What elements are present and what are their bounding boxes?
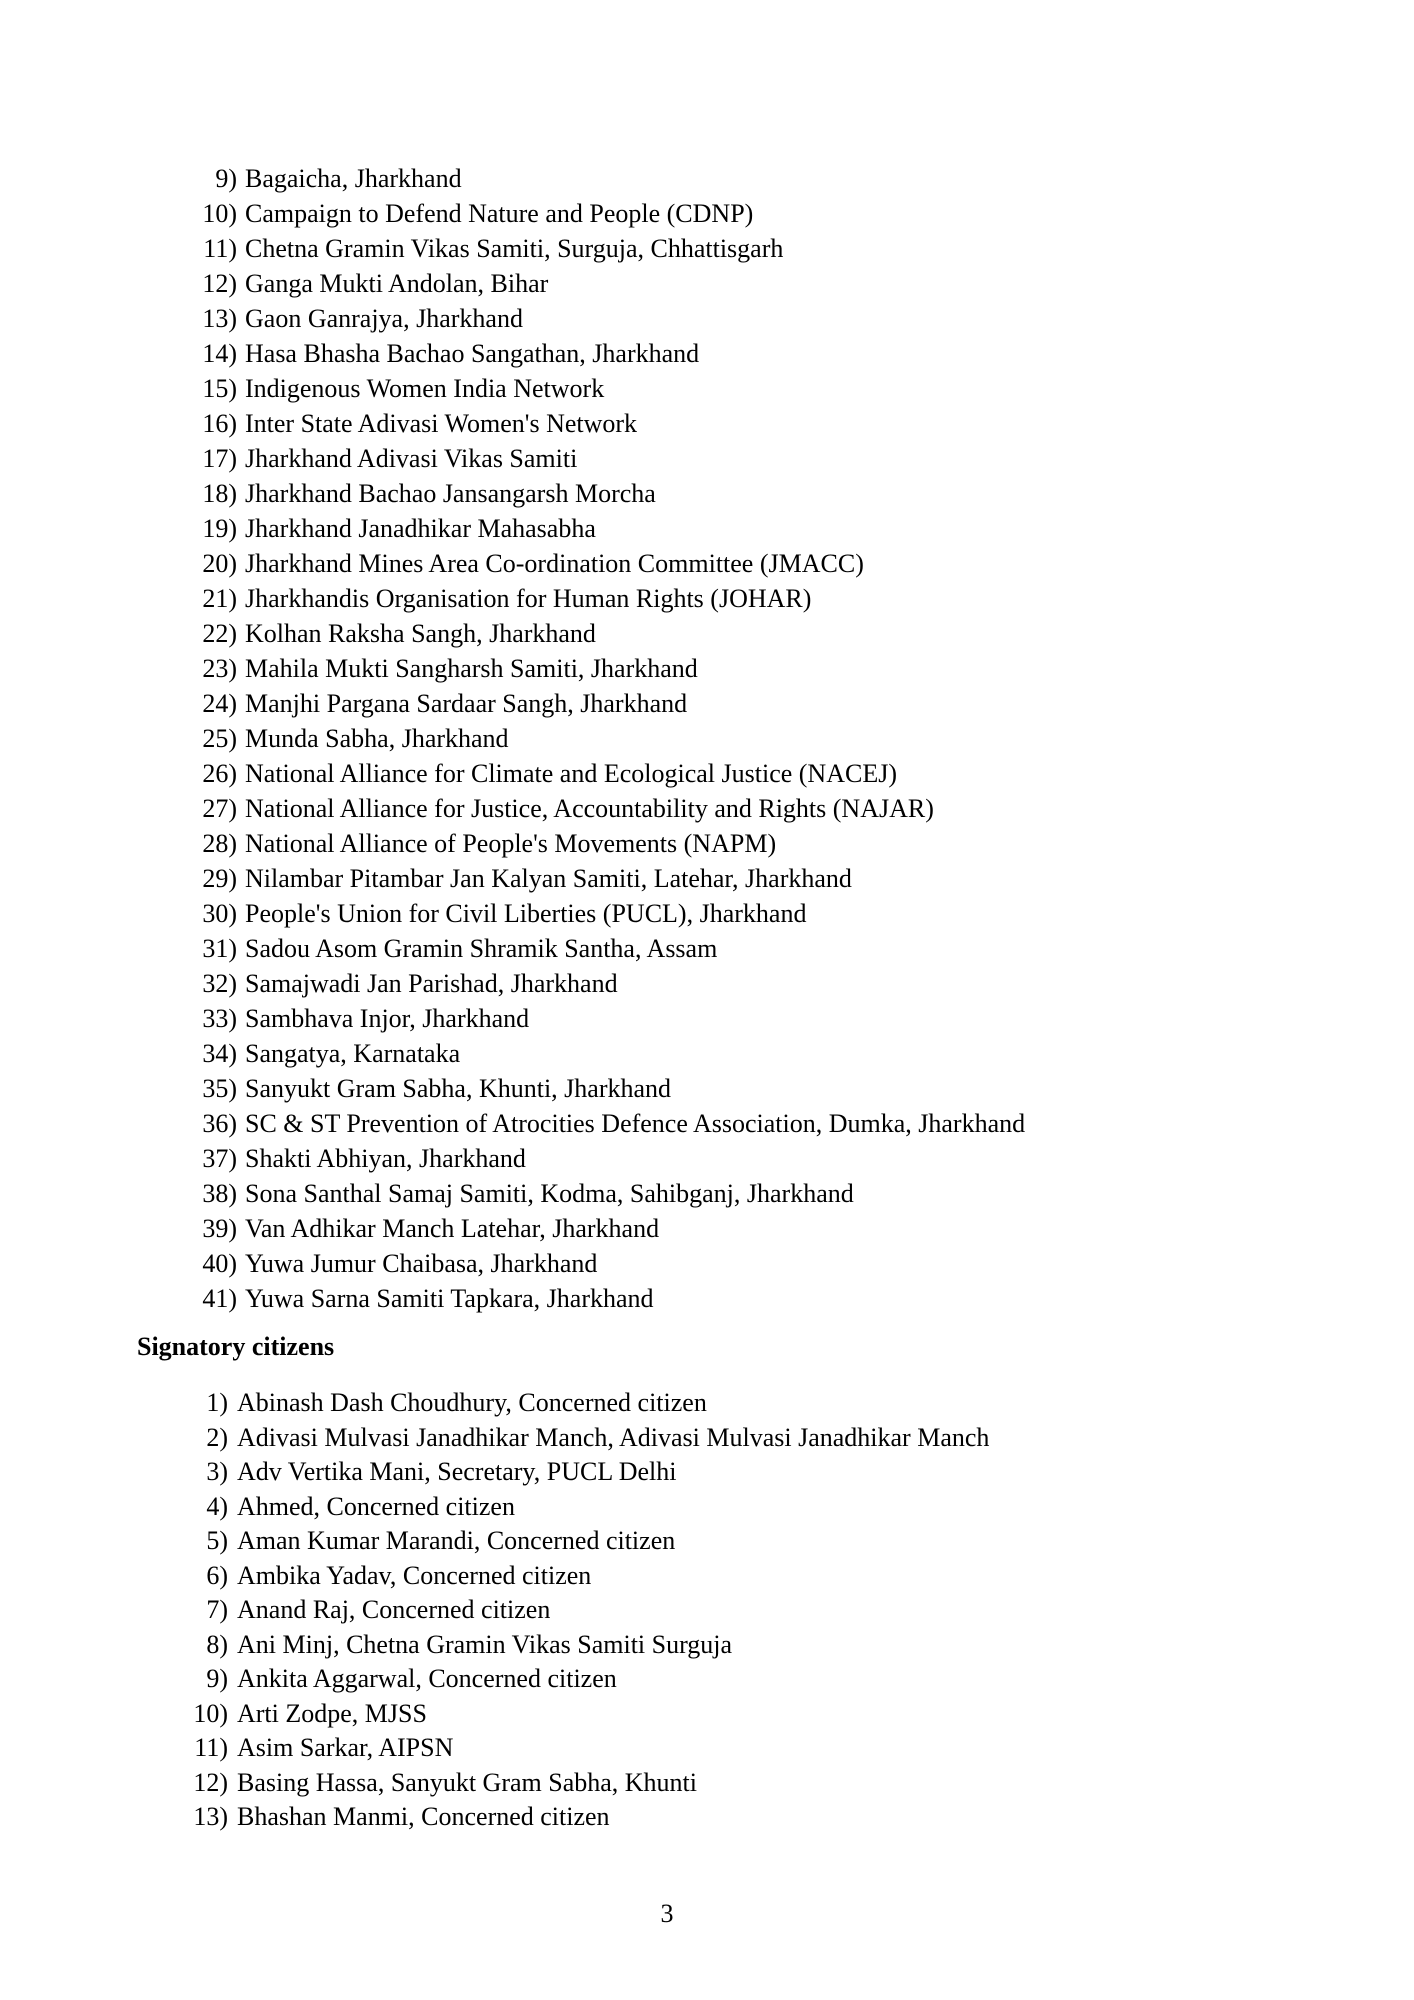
list-item-text: Manjhi Pargana Sardaar Sangh, Jharkhand <box>245 689 688 718</box>
list-item-number: 25) <box>202 724 237 753</box>
list-item-text: Jharkhand Bachao Jansangarsh Morcha <box>245 479 656 508</box>
organization-list-item <box>0 1071 1414 1106</box>
list-item-number: 15) <box>202 374 237 403</box>
list-item-number: 39) <box>202 1214 237 1243</box>
list-item-text: Arti Zodpe, MJSS <box>237 1698 427 1728</box>
list-item-number: 21) <box>202 584 237 613</box>
organization-list-item <box>0 651 1414 686</box>
list-item-number: 13) <box>193 1802 228 1831</box>
organization-list-item <box>0 336 1414 371</box>
organization-list-item <box>0 966 1414 1001</box>
list-item-number: 30) <box>202 899 237 928</box>
citizen-list-item <box>0 1593 1414 1628</box>
list-item-text: Shakti Abhiyan, Jharkhand <box>245 1144 526 1173</box>
list-item-number: 37) <box>202 1144 237 1173</box>
list-item-text: Sanyukt Gram Sabha, Khunti, Jharkhand <box>245 1074 672 1103</box>
organization-list-item <box>0 301 1414 336</box>
list-item-text: National Alliance of People's Movements (NAPM) <box>245 829 777 858</box>
organization-list-item <box>0 406 1414 441</box>
list-item-number: 16) <box>202 409 237 438</box>
list-item-text: Jharkhand Mines Area Co-ordination Committee (JMACC) <box>245 549 864 578</box>
citizen-list-item <box>0 1386 1414 1421</box>
list-item-number: 33) <box>202 1004 237 1033</box>
organization-list-item <box>0 826 1414 861</box>
list-item-number: 1) <box>206 1388 228 1417</box>
list-item-number: 41) <box>202 1284 237 1313</box>
list-item-text: Anand Raj, Concerned citizen <box>237 1595 551 1624</box>
citizen-list-item <box>0 1766 1414 1801</box>
signatory-citizens-heading: Signatory citizens <box>137 1332 335 1361</box>
list-item-text: Adv Vertika Mani, Secretary, PUCL Delhi <box>237 1457 677 1486</box>
list-item-number: 7) <box>206 1595 228 1624</box>
list-item-text: Ambika Yadav, Concerned citizen <box>237 1560 592 1590</box>
list-item-text: Van Adhikar Manch Latehar, Jharkhand <box>245 1214 660 1243</box>
list-item-text: Basing Hassa, Sanyukt Gram Sabha, Khunti <box>237 1767 698 1797</box>
list-item-text: People's Union for Civil Liberties (PUCL), Jharkhand <box>245 899 807 928</box>
citizen-list-item <box>0 1697 1414 1732</box>
organization-list-item <box>0 686 1414 721</box>
list-item-text: Indigenous Women India Network <box>245 374 605 403</box>
list-item-text: Ganga Mukti Andolan, Bihar <box>245 269 549 298</box>
list-item-text: Mahila Mukti Sangharsh Samiti, Jharkhand <box>245 654 698 683</box>
organization-list-item <box>0 1246 1414 1281</box>
organization-list-item <box>0 1211 1414 1246</box>
list-item-number: 20) <box>202 549 237 578</box>
list-item-text: Samajwadi Jan Parishad, Jharkhand <box>245 969 618 998</box>
list-item-text: Yuwa Jumur Chaibasa, Jharkhand <box>245 1249 598 1278</box>
organization-list-item <box>0 231 1414 266</box>
organization-list-item <box>0 791 1414 826</box>
citizen-list-item <box>0 1421 1414 1456</box>
list-item-text: Ani Minj, Chetna Gramin Vikas Samiti Surguja <box>237 1629 733 1659</box>
list-item-text: Jharkhandis Organisation for Human Rights (JOHAR) <box>245 584 812 613</box>
list-item-text: Sangatya, Karnataka <box>245 1039 461 1068</box>
list-item-number: 8) <box>206 1629 228 1659</box>
organization-list-item <box>0 196 1414 231</box>
citizen-list-item <box>0 1662 1414 1697</box>
list-item-number: 6) <box>206 1560 228 1590</box>
organization-list-item <box>0 616 1414 651</box>
organization-list-item <box>0 1106 1414 1141</box>
list-item-text: SC & ST Prevention of Atrocities Defence Association, Dumka, Jharkhand <box>245 1109 1026 1138</box>
list-item-text: National Alliance for Justice, Accountability and Rights (NAJAR) <box>245 794 934 823</box>
organization-list-item <box>0 476 1414 511</box>
list-item-number: 26) <box>202 759 237 788</box>
list-item-text: Nilambar Pitambar Jan Kalyan Samiti, Latehar, Jharkhand <box>245 864 852 893</box>
list-item-text: Ankita Aggarwal, Concerned citizen <box>237 1664 617 1693</box>
citizen-list-item <box>0 1628 1414 1663</box>
list-item-text: Aman Kumar Marandi, Concerned citizen <box>237 1526 676 1555</box>
list-item-text: National Alliance for Climate and Ecological Justice (NACEJ) <box>245 759 897 788</box>
organization-list-item <box>0 546 1414 581</box>
list-item-number: 38) <box>202 1179 237 1208</box>
list-item-text: Jharkhand Adivasi Vikas Samiti <box>245 444 578 473</box>
list-item-number: 3) <box>206 1457 228 1486</box>
organization-list-item <box>0 1036 1414 1071</box>
organization-list-item <box>0 931 1414 966</box>
list-item-number: 31) <box>202 934 237 963</box>
list-item-text: Bagaicha, Jharkhand <box>245 164 462 193</box>
list-item-number: 40) <box>202 1249 237 1278</box>
list-item-number: 23) <box>202 654 237 683</box>
citizen-list-item <box>0 1559 1414 1594</box>
organization-list-item <box>0 1001 1414 1036</box>
organization-list-item <box>0 896 1414 931</box>
list-item-text: Sona Santhal Samaj Samiti, Kodma, Sahibganj, Jharkhand <box>245 1179 854 1208</box>
organization-list-item <box>0 1176 1414 1211</box>
organization-list-item <box>0 511 1414 546</box>
citizen-list-item <box>0 1490 1414 1525</box>
list-item-number: 10) <box>202 199 237 228</box>
list-item-number: 17) <box>202 444 237 473</box>
list-item-number: 27) <box>202 794 237 823</box>
organization-list-item <box>0 266 1414 301</box>
list-item-number: 14) <box>202 339 237 368</box>
list-item-text: Yuwa Sarna Samiti Tapkara, Jharkhand <box>245 1284 654 1313</box>
citizen-list-item <box>0 1731 1414 1766</box>
list-item-text: Munda Sabha, Jharkhand <box>245 724 509 753</box>
list-item-text: Adivasi Mulvasi Janadhikar Manch, Adivasi Mulvasi Janadhikar Manch <box>237 1422 990 1452</box>
list-item-text: Jharkhand Janadhikar Mahasabha <box>245 514 596 543</box>
list-item-number: 9) <box>206 1664 228 1693</box>
list-item-number: 18) <box>202 479 237 508</box>
list-item-text: Sadou Asom Gramin Shramik Santha, Assam <box>245 934 718 963</box>
list-item-number: 10) <box>193 1698 228 1728</box>
list-item-text: Sambhava Injor, Jharkhand <box>245 1004 530 1033</box>
organization-list-item <box>0 756 1414 791</box>
list-item-text: Kolhan Raksha Sangh, Jharkhand <box>245 619 596 648</box>
organization-list-item <box>0 1281 1414 1316</box>
list-item-text: Inter State Adivasi Women's Network <box>245 409 638 438</box>
list-item-number: 4) <box>206 1491 228 1521</box>
list-item-text: Campaign to Defend Nature and People (CDNP) <box>245 199 754 228</box>
organization-list-item <box>0 861 1414 896</box>
list-item-number: 11) <box>194 1733 228 1762</box>
list-item-text: Gaon Ganrajya, Jharkhand <box>245 304 523 333</box>
signatory-organizations-list <box>0 161 1414 1316</box>
citizen-list-item <box>0 1455 1414 1490</box>
signatory-citizens-list <box>0 1386 1414 1835</box>
organization-list-item <box>0 721 1414 756</box>
list-item-number: 36) <box>202 1109 237 1138</box>
list-item-text: Chetna Gramin Vikas Samiti, Surguja, Chhattisgarh <box>245 234 784 263</box>
list-item-number: 35) <box>202 1074 237 1103</box>
organization-list-item <box>0 371 1414 406</box>
list-item-number: 32) <box>202 969 237 998</box>
list-item-number: 12) <box>193 1767 228 1797</box>
citizen-list-item <box>0 1524 1414 1559</box>
list-item-text: Asim Sarkar, AIPSN <box>237 1733 454 1762</box>
list-item-text: Abinash Dash Choudhury, Concerned citizen <box>237 1388 707 1417</box>
list-item-number: 34) <box>202 1039 237 1068</box>
list-item-number: 19) <box>202 514 237 543</box>
citizen-list-item <box>0 1800 1414 1835</box>
list-item-number: 22) <box>202 619 237 648</box>
organization-list-item <box>0 1141 1414 1176</box>
list-item-number: 5) <box>206 1526 228 1555</box>
page-number: 3 <box>660 1899 674 1928</box>
organization-list-item <box>0 161 1414 196</box>
list-item-number: 29) <box>202 864 237 893</box>
list-item-text: Bhashan Manmi, Concerned citizen <box>237 1802 610 1831</box>
list-item-number: 24) <box>202 689 237 718</box>
list-item-number: 13) <box>202 304 237 333</box>
list-item-number: 12) <box>202 269 237 298</box>
list-item-text: Ahmed, Concerned citizen <box>237 1491 515 1521</box>
list-item-number: 2) <box>206 1422 228 1452</box>
list-item-text: Hasa Bhasha Bachao Sangathan, Jharkhand <box>245 339 700 368</box>
organization-list-item <box>0 441 1414 476</box>
list-item-number: 28) <box>202 829 237 858</box>
organization-list-item <box>0 581 1414 616</box>
list-item-number: 11) <box>203 234 237 263</box>
list-item-number: 9) <box>215 164 237 193</box>
